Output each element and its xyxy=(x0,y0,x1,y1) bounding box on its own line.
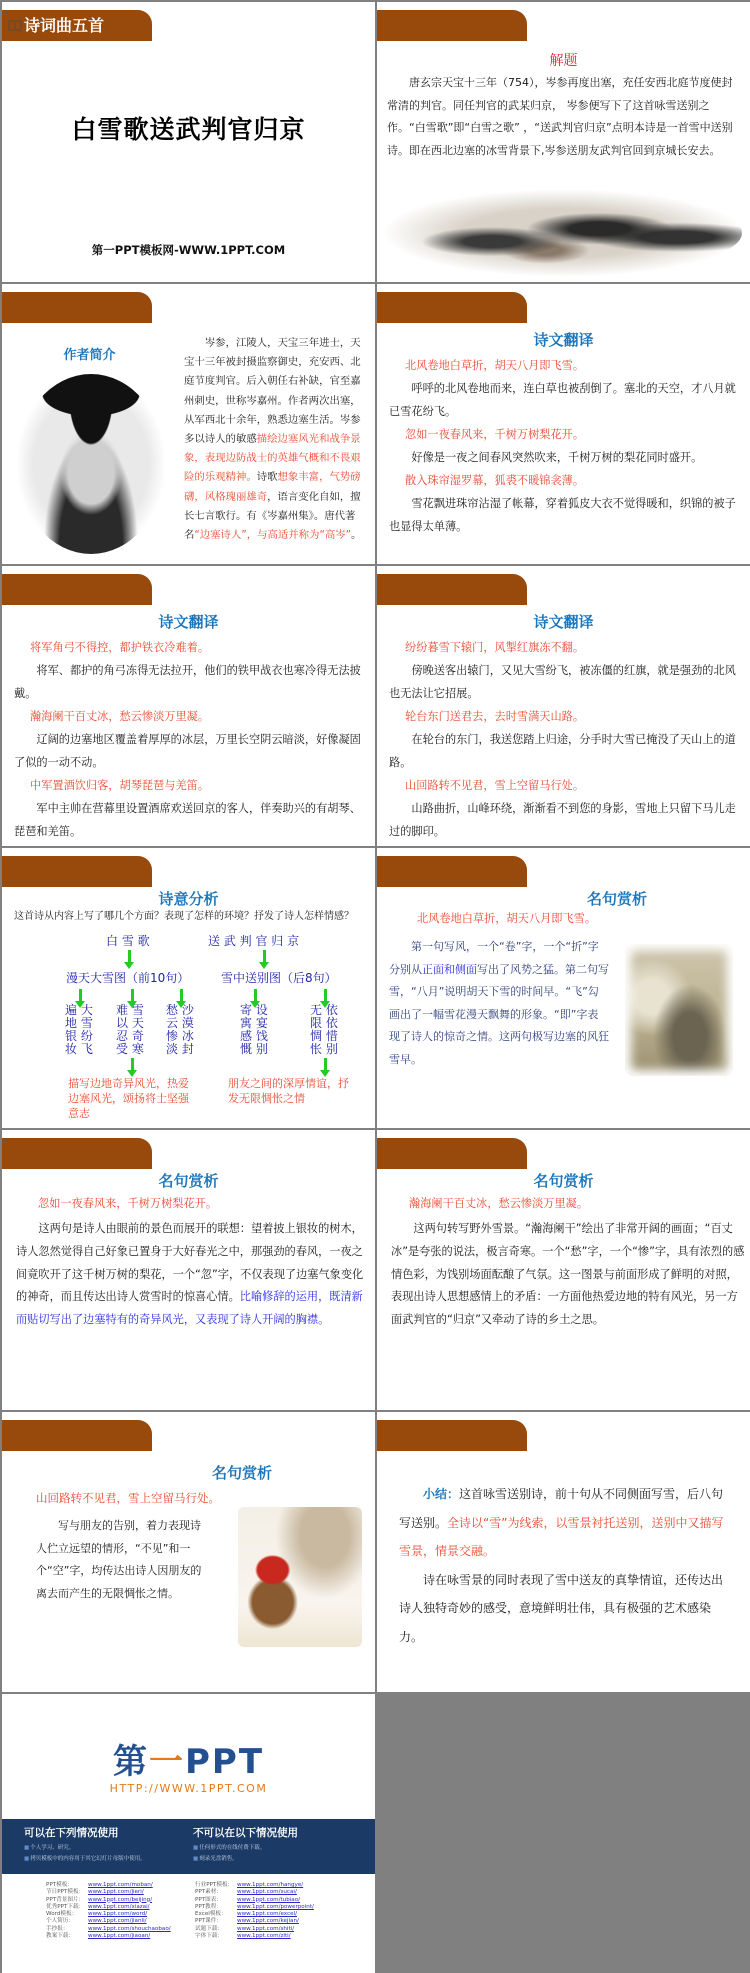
author-highlight: “边塞诗人”，与高适并称为“高岑” xyxy=(194,529,351,542)
section-tab xyxy=(377,292,527,323)
link[interactable]: www.1ppt.com/xiazai/ xyxy=(88,1903,150,1910)
section-tab xyxy=(2,292,152,323)
link[interactable]: www.1ppt.com/hangye/ xyxy=(237,1882,304,1888)
summary-body xyxy=(399,1480,732,1651)
appreciation-body: 写与朋友的告别，着力表现诗人伫立远望的情形，“不见”和一个“空”字，均传达出诗人因朋友的离去而产生的无限惆怅之情。 xyxy=(36,1519,202,1600)
slide-appreciation-2[interactable] xyxy=(2,1130,375,1410)
translation-text: 山路曲折，山峰环绕，渐渐看不到您的身影，雪地上只留下马儿走过的脚印。 xyxy=(389,802,736,838)
usage-terms-band xyxy=(2,1819,375,1874)
slide-heading: 诗文翻译 xyxy=(533,613,594,631)
body-text: 这两句是诗人由眼前的景色而展开的联想：望着披上银妆的树木，诗人忽然觉得自己好象已置身于大好春光之中，那强劲的春风，一夜之间竟吹开了这千树万树的梨花，一个“忽”字，不仅表现了边塞气象变化的神奇，而且传达出诗人赏雪时的惊喜心情。 xyxy=(16,1222,364,1304)
forbidden-item: ■ 任何形式的在线付费下载。 xyxy=(193,1843,298,1851)
section-tab xyxy=(2,856,152,887)
verse-line: 纷纷暮雪下辕门，风掣红旗冻不翻。 xyxy=(405,641,585,654)
phrase-column-4: 寄 设 寓 宴 感 饯 慨 别 xyxy=(240,1003,268,1056)
brand-logo: 第一PPT xyxy=(112,1742,265,1782)
arrow-down-icon xyxy=(254,989,257,1003)
translation-text: 呼呼的北风卷地而来，连白草也被刮倒了。塞北的天空，才八月就已雪花纷飞。 xyxy=(389,382,736,418)
appreciation-body xyxy=(389,936,609,1071)
section-tab xyxy=(377,1420,527,1451)
link[interactable]: www.1ppt.com/powerpoint/ xyxy=(237,1903,314,1910)
translation-text: 雪花飘进珠帘沾湿了帐幕，穿着狐皮大衣不觉得暖和，织锦的被子也显得太单薄。 xyxy=(389,497,736,533)
verse-line: 将军角弓不得控，都护铁衣冷难着。 xyxy=(30,641,210,654)
link[interactable]: www.1ppt.com/jieri/ xyxy=(88,1889,144,1896)
author-text: 。 xyxy=(351,529,362,542)
slide-author[interactable] xyxy=(2,284,375,564)
phrase-column-1: 遍 大 地 雪 银 纷 妆 飞 xyxy=(65,1003,93,1056)
body-highlight: 正面和侧面 xyxy=(422,962,477,976)
body-text: 写出了风势之猛。第二句写雪，“八月”说明胡天下雪的时间早。“飞”勾画出了一幅雪花漫天飘舞的形象。“即”字表现了诗人的惊奇之情。这两句极写边塞的风狂雪早。 xyxy=(389,962,609,1066)
node-mantian-daxue: 漫天大雪图（前10句） xyxy=(66,971,190,985)
translation-text: 在轮台的东门，我送您踏上归途，分手时大雪已掩没了天山上的道路。 xyxy=(389,733,736,769)
section-tab xyxy=(377,1138,527,1169)
link[interactable]: www.1ppt.com/word/ xyxy=(88,1911,148,1918)
ink-painting-image xyxy=(385,190,742,276)
author-text: ，语言变化自如，擅长七言歌行。有《岑嘉州集》。唐代著名 xyxy=(184,490,361,542)
slide-jieti[interactable] xyxy=(377,2,750,282)
link[interactable]: www.1ppt.com/moban/ xyxy=(88,1882,153,1888)
translation-text: 傍晚送客出辕门，又见大雪纷飞，被冻僵的红旗，就是强劲的北风也无法让它招展。 xyxy=(389,664,736,700)
link[interactable]: www.1ppt.com/shouchaobao/ xyxy=(88,1925,171,1932)
verse-line: 轮台东门送君去，去时雪满天山路。 xyxy=(405,710,585,723)
link[interactable]: www.1ppt.com/sucai/ xyxy=(237,1889,297,1896)
appreciation-body: 这两句转写野外雪景。“瀚海阑干”绘出了非常开阔的画面；“百丈冰”是夸张的说法，极言奇寒。一个“愁”字，一个“惨”字，具有浓烈的感情色彩，为饯别场面酝酿了气氛。这一图景与前面形成了鲜明的对照，表现出诗人思想感情上的矛盾：一方面他热爱边地的特有风光，另一方面武判官的“归京”又牵动了诗的乡土之思。 xyxy=(391,1222,745,1327)
arrow-down-icon xyxy=(128,950,131,964)
slide-title[interactable] xyxy=(2,2,375,282)
slide-heading: 作者简介 xyxy=(63,348,116,363)
link[interactable]: www.1ppt.com/kejian/ xyxy=(237,1918,299,1925)
slide-heading: 诗意分析 xyxy=(158,890,219,908)
slide-appreciation-1[interactable] xyxy=(377,848,750,1128)
appreciation-body xyxy=(16,1218,371,1332)
links-right: 行业PPT模板： www.1ppt.com/hangye/ PPT素材： www.1ppt.com/sucai/ PPT图表： www.1ppt.com/tubiao/ PPT教程： www.1ppt.com/powerpoint/ Excel模板： www.1ppt.com/excel/ PPT课件： www.1ppt.com/kejian/ 试题下载： www.1ppt.com/shiti/ 字体下载： www.1ppt.com/ziti/ xyxy=(195,1882,314,1940)
analysis-question: 这首诗从内容上写了哪几个方面？表现了怎样的环境？抒发了诗人怎样情感？ xyxy=(14,911,354,922)
snow-landscape-image xyxy=(625,944,733,1076)
slide-back-cover[interactable] xyxy=(2,1694,375,1973)
book-icon xyxy=(8,20,22,31)
link[interactable]: www.1ppt.com/ziti/ xyxy=(237,1933,291,1940)
arrow-down-icon xyxy=(263,950,266,964)
section-tab xyxy=(2,10,152,41)
node-xuezhong-songbie: 雪中送别图（后8句） xyxy=(221,971,337,985)
slide-heading: 名句赏析 xyxy=(158,1172,219,1190)
verse-line: 忽如一夜春风来，千树万树梨花开。 xyxy=(405,428,585,441)
arrow-down-icon xyxy=(324,1058,327,1072)
right-conclusion: 朋友之间的深厚情谊，抒发无限惆怅之情 xyxy=(228,1077,349,1105)
slide-translation-1[interactable] xyxy=(377,284,750,564)
author-body xyxy=(184,334,365,545)
verse-line: 瀚海阑干百丈冰，愁云惨淡万里凝。 xyxy=(409,1197,589,1210)
allowed-usage xyxy=(24,1825,146,1862)
translation-text: 好像是一夜之间春风突然吹来，千树万树的梨花同时盛开。 xyxy=(411,451,703,464)
summary-text: 这首咏雪送别诗，前十句从不同侧面写雪，后八句写送别。 xyxy=(399,1487,724,1530)
section-tab-label: 诗词曲五首 xyxy=(24,16,105,35)
arrow-down-icon xyxy=(324,989,327,1003)
slide-heading: 诗文翻译 xyxy=(533,331,594,349)
body-highlight: 比喻修辞的运用，既清新而贴切写出了边塞特有的奇异风光，又表现了诗人开阔的胸襟。 xyxy=(16,1290,363,1327)
site-subtitle: 第一PPT模板网-WWW.1PPT.COM xyxy=(91,243,286,257)
section-tab xyxy=(377,574,527,605)
verse-line: 山回路转不见君，雪上空留马行处。 xyxy=(36,1491,220,1505)
summary-text: 诗在咏雪景的同时表现了雪中送友的真挚情谊，还传达出诗人独特奇妙的感受，意境鲜明壮伟，具有极强的艺术感染力。 xyxy=(399,1572,724,1644)
allowed-item: ■ 拷贝模板中的内容用于其它幻灯片母版中使用。 xyxy=(24,1854,146,1862)
slide-summary[interactable] xyxy=(377,1412,750,1692)
node-baixuege: 白 雪 歌 xyxy=(106,934,150,948)
verse-line: 散入珠帘湿罗幕，狐裘不暖锦衾薄。 xyxy=(405,474,585,487)
translation-body xyxy=(389,354,740,538)
slide-heading: 诗文翻译 xyxy=(158,613,219,631)
arrow-down-icon xyxy=(131,989,134,1003)
allowed-item: ■ 个人学习、研究。 xyxy=(24,1843,146,1851)
section-tab xyxy=(2,574,152,605)
phrase-column-5: 无 依 限 依 惆 惜 怅 别 xyxy=(310,1003,338,1056)
link[interactable]: www.1ppt.com/tubiao/ xyxy=(237,1896,301,1903)
empty-grid-cell xyxy=(377,1694,750,1973)
jieti-body: 唐玄宗天宝十三年（754），岑参再度出塞，充任安西北庭节度使封常清的判官。同任判官的武某归京， 岑参便写下了这首咏雪送别之作。“白雪歌”即“白雪之歌” ，“送武判官归京”点明本诗是一首雪中送别诗。即在西北边塞的冰雪背景下,岑参送朋友武判官回到京城长安去。 xyxy=(387,76,733,157)
link[interactable]: www.1ppt.com/beijing/ xyxy=(88,1896,153,1903)
node-songwupanguan: 送 武 判 官 归 京 xyxy=(208,934,300,948)
link[interactable]: www.1ppt.com/shiti/ xyxy=(237,1925,295,1932)
poem-title: 白雪歌送武判官归京 xyxy=(71,115,306,144)
phrase-column-2: 难 雪 以 天 忍 奇 受 寒 xyxy=(116,1003,144,1056)
summary-label: 小结： xyxy=(423,1487,460,1501)
section-tab xyxy=(2,1420,152,1451)
arrow-down-icon xyxy=(131,1058,134,1072)
verse-line: 北风卷地白草折，胡天八月即飞雪。 xyxy=(417,912,597,925)
left-conclusion: 描写边地奇异风光，热爱边塞风光，颂扬将士坚强意志 xyxy=(68,1077,189,1120)
author-highlight: 想象丰富，气势磅礴，风格瑰丽雄奇 xyxy=(184,471,361,503)
forbidden-usage xyxy=(193,1825,298,1862)
translation-text: 将军、都护的角弓冻得无法拉开，他们的铁甲战衣也寒冷得无法披戴。 xyxy=(14,664,361,700)
author-highlight: 描绘边塞风光和战争景象，表现边防战士的英雄气概和不畏艰险的乐观精神。 xyxy=(184,433,361,484)
verse-line: 北风卷地白草折，胡天八月即飞雪。 xyxy=(405,359,585,372)
slide-appreciation-3[interactable] xyxy=(377,1130,750,1410)
section-tab xyxy=(377,10,527,41)
slide-heading: 名句赏析 xyxy=(211,1464,272,1482)
slide-heading: 名句赏析 xyxy=(586,890,647,908)
verse-line: 瀚海阑干百丈冰，愁云惨淡万里凝。 xyxy=(30,710,210,723)
slide-translation-3[interactable] xyxy=(377,566,750,846)
translation-body xyxy=(14,636,365,843)
verse-line: 忽如一夜春风来，千树万树梨花开。 xyxy=(38,1197,218,1210)
translation-text: 军中主帅在营幕里设置酒席欢送回京的客人，伴奏助兴的有胡琴、琵琶和羌笛。 xyxy=(14,802,361,838)
slide-heading: 名句赏析 xyxy=(533,1172,594,1190)
arrow-down-icon xyxy=(180,989,183,1003)
link[interactable]: www.1ppt.com/jiaoan/ xyxy=(88,1933,151,1940)
links-left: PPT模板： www.1ppt.com/moban/ 节日PPT模板： www.1ppt.com/jieri/ PPT背景图片： www.1ppt.com/beijing/ 优秀PPT下载： www.1ppt.com/xiazai/ Word模板： www.1ppt.com/word/ 个人简历： www.1ppt.com/jianli/ 手抄报： www.1ppt.com/shouchaobao/ 教案下载： www.1ppt.com/jiaoan/ xyxy=(46,1882,171,1940)
forbidden-item: ■ 刻录光盘销售。 xyxy=(193,1854,298,1862)
slide-heading: 解题 xyxy=(549,53,578,69)
slide-appreciation-4[interactable] xyxy=(2,1412,375,1692)
link[interactable]: www.1ppt.com/jianli/ xyxy=(88,1918,147,1925)
summary-highlight: 全诗以“雪”为线索，以雪景衬托送别，送别中又描写雪景，情景交融。 xyxy=(399,1515,724,1558)
author-text: 岑参，江陵人，天宝三年进士，天宝十三年被封摄监察御史，充安西、北庭节度判官。后入朝任右补缺，官至嘉州刺史，世称岑嘉州。作者两次出塞，从军西北十余年，熟悉边塞生活。岑参多以诗人的敏感 xyxy=(184,337,361,446)
slide-translation-2[interactable] xyxy=(2,566,375,846)
allowed-title: 可以在下列情况使用 xyxy=(24,1827,119,1839)
slide-analysis-diagram[interactable] xyxy=(2,848,375,1128)
translation-body xyxy=(389,636,740,843)
forbidden-title: 不可以在以下情况使用 xyxy=(193,1827,298,1839)
author-text: 诗歌 xyxy=(256,471,278,484)
translation-text: 辽阔的边塞地区覆盖着厚厚的冰层，万里长空阴云暗淡，好像凝固了似的一动不动。 xyxy=(14,733,361,769)
author-portrait-image xyxy=(17,374,165,554)
section-tab xyxy=(2,1138,152,1169)
link[interactable]: www.1ppt.com/excel/ xyxy=(237,1911,297,1918)
section-tab xyxy=(377,856,527,887)
verse-line: 山回路转不见君，雪上空留马行处。 xyxy=(405,779,585,792)
phrase-column-3: 愁 沙 云 漠 惨 冰 淡 封 xyxy=(166,1003,194,1056)
body-text: 第一句写风，一个“卷”字，一个“折”字分别从 xyxy=(389,940,599,976)
rider-on-horse-image xyxy=(238,1507,362,1647)
verse-line: 中军置酒饮归客，胡琴琵琶与羌笛。 xyxy=(30,779,210,792)
brand-url[interactable]: HTTP://WWW.1PPT.COM xyxy=(109,1782,268,1795)
arrow-down-icon xyxy=(79,989,82,1003)
